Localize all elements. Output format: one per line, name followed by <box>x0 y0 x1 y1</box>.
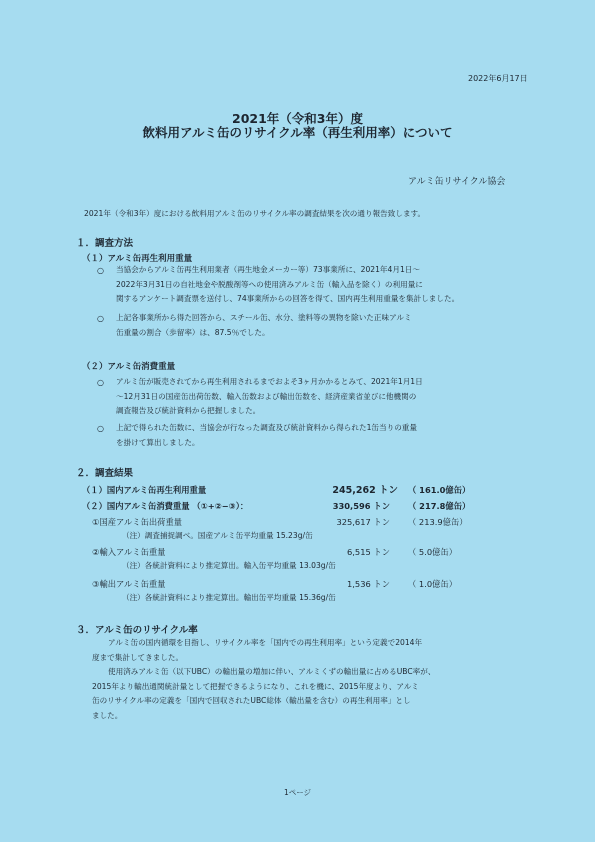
bullet-text: 上記で得られた缶数に、当協会が行なった調査及び統計資料から得られた1缶当りの重量 を掛けて算出しました。 <box>116 423 417 447</box>
section-2-heading: ２．調査結果 <box>76 468 134 479</box>
bullet-text: 当協会からアルミ缶再生利用業者（再生地金メーカー等）73事業所に、2021年4月1日～ 2022年3月31日の自社地金や脱酸剤等への使用済みアルミ缶（輸入品を除く）の利用量に 関するアンケート調査票を送付し、74事業所からの回答を得て、国内再生利用重量を集計しました。 <box>116 265 460 304</box>
title-line-1: 2021年（令和3年）度 <box>232 111 363 126</box>
result-row-label: （１）国内アルミ缶再生利用重量 <box>82 485 207 495</box>
result-row-label: ①国産アルミ缶出荷重量 <box>92 517 183 527</box>
document-date: 2022年6月17日 <box>468 74 528 83</box>
section-1-1-heading: （１）アルミ缶再生利用重量 <box>82 254 193 264</box>
result-row-note: （ 161.0億缶） <box>408 485 471 495</box>
result-row-label: （２）国内アルミ缶消費重量 （①+②−③）： <box>82 501 249 511</box>
result-row-value: 330,596 トン <box>332 501 390 511</box>
result-row-label: ②輸入アルミ缶重量 <box>92 547 166 557</box>
result-note: （注）調査捕捉調べ。国産アルミ缶平均重量 15.23g/缶 <box>122 531 313 540</box>
bullet-circle: ○ <box>97 266 104 275</box>
result-note: （注）各統計資料により推定算出。輸入缶平均重量 13.03g/缶 <box>122 561 336 570</box>
bullet-circle: ○ <box>97 378 104 387</box>
section-3-heading: ３．アルミ缶のリサイクル率 <box>76 625 198 636</box>
result-note: （注）各統計資料により推定算出。輸出缶平均重量 15.36g/缶 <box>122 593 336 602</box>
organization-name: アルミ缶リサイクル協会 <box>408 177 506 187</box>
result-row-note: （ 5.0億缶） <box>408 547 458 557</box>
section-1-heading: １．調査方法 <box>76 238 134 249</box>
intro-text: 2021年（令和3年）度における飲料用アルミ缶のリサイクル率の調査結果を次の通り報告致します。 <box>84 209 426 218</box>
bullet-text: 上記各事業所から得た回答から、スチール缶、水分、塗料等の異物を除いた正味アルミ 缶重量の割合（歩留率）は、87.5％でした。 <box>116 313 412 337</box>
result-row-value: 325,617 トン <box>336 517 390 527</box>
result-row-label: ③輸出アルミ缶重量 <box>92 579 166 589</box>
page-number: 1ページ <box>283 788 312 797</box>
title-line-2: 飲料用アルミ缶のリサイクル率（再生利用率）について <box>142 125 453 140</box>
result-row-note: （ 1.0億缶） <box>408 579 458 589</box>
result-row-note: （ 213.9億缶） <box>408 517 468 527</box>
result-row-note: （ 217.8億缶） <box>408 501 471 511</box>
section-1-2-heading: （２）アルミ缶消費重量 <box>82 362 176 372</box>
bullet-text: アルミ缶が販売されてから再生利用されるまでおよそ3ヶ月かかるとみて、2021年1月1日 ～12月31日の国産缶出荷缶数、輸入缶数および輸出缶数を、経済産業省並びに他機関の 調査報告及び統計資料から把握しました。 <box>116 377 423 416</box>
bullet-circle: ○ <box>97 424 104 433</box>
bullet-circle: ○ <box>97 314 104 323</box>
paragraph: アルミ缶の国内循環を目指し、リサイクル率を「国内での再生利用率」という定義で2014年 度まで集計してきました。 使用済みアルミ缶（以下UBC）の輸出量の増加に伴い、アルミくずの輸出量に占めるUBC率が、 2015年より輸出通関統計量として把握できるようになり、これを機に、2015年度より、アルミ 缶のリサイクル率の定義を「国内で回収されたUBC総体（輸出量を含む）の再生利用率」とし ました。 <box>92 638 436 720</box>
result-row-value: 1,536 トン <box>347 579 390 589</box>
result-row-value: 6,515 トン <box>347 547 390 557</box>
result-row-value: 245,262 トン <box>332 485 398 496</box>
